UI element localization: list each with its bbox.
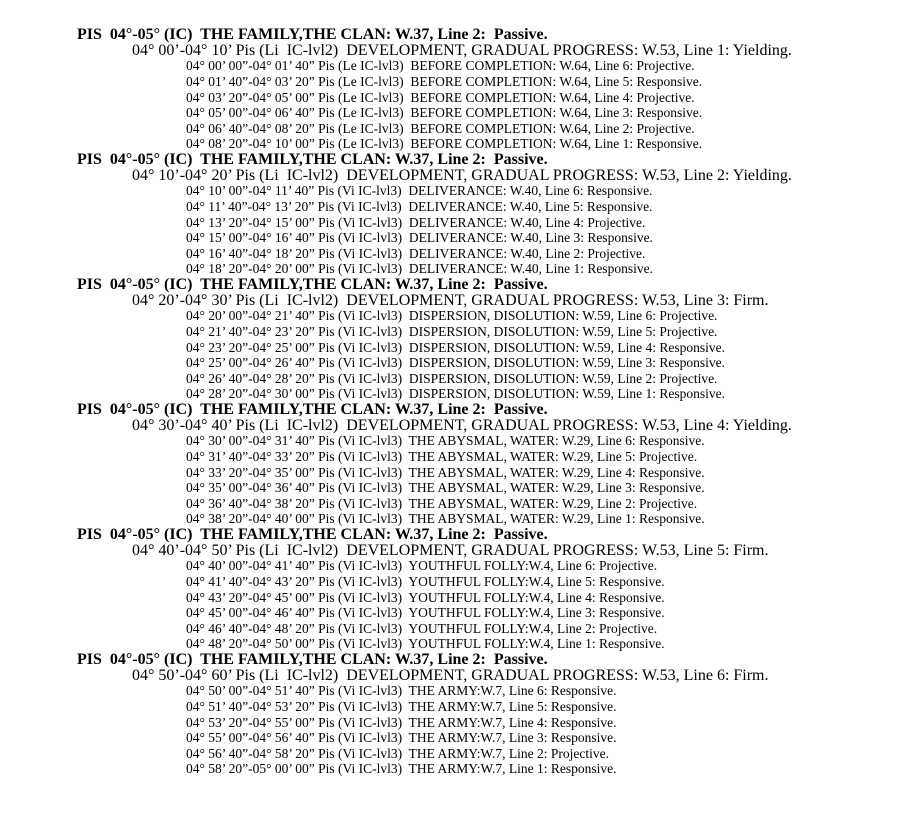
level3-line: 04° 11’ 40”-04° 13’ 20” Pis (Vi IC-lvl3) DELIVERANCE: W.40, Line 5: Responsive. [186, 198, 653, 214]
level3-line: 04° 46’ 40”-04° 48’ 20” Pis (Vi IC-lvl3) YOUTHFUL FOLLY:W.4, Line 2: Projective. [186, 620, 658, 636]
degree-block [0, 277, 900, 402]
degree-block [0, 527, 900, 652]
level3-line: 04° 41’ 40”-04° 43’ 20” Pis (Vi IC-lvl3) YOUTHFUL FOLLY:W.4, Line 5: Responsive. [186, 573, 665, 589]
document-page [0, 27, 900, 777]
level3-line: 04° 35’ 00”-04° 36’ 40” Pis (Vi IC-lvl3) THE ABYSMAL, WATER: W.29, Line 3: Responsive. [186, 480, 705, 496]
level2-line: 04° 40’-04° 50’ Pis (Li IC-lvl2) DEVELOPMENT, GRADUAL PROGRESS: W.53, Line 5: Firm. [132, 541, 769, 559]
level3-line: 04° 53’ 20”-04° 55’ 00” Pis (Vi IC-lvl3) THE ARMY:W.7, Line 4: Responsive. [186, 714, 617, 730]
level3-line: 04° 26’ 40”-04° 28’ 20” Pis (Vi IC-lvl3) DISPERSION, DISOLUTION: W.59, Line 2: Projective. [186, 370, 718, 386]
block-header: PIS 04°-05° (IC) THE FAMILY,THE CLAN: W.37, Line 2: Passive. [77, 526, 548, 543]
level3-line: 04° 18’ 20”-04° 20’ 00” Pis (Vi IC-lvl3) DELIVERANCE: W.40, Line 1: Responsive. [186, 261, 653, 277]
level3-line: 04° 21’ 40”-04° 23’ 20” Pis (Vi IC-lvl3) DISPERSION, DISOLUTION: W.59, Line 5: Projective. [186, 323, 718, 339]
level3-line: 04° 15’ 00”-04° 16’ 40” Pis (Vi IC-lvl3) DELIVERANCE: W.40, Line 3: Responsive. [186, 230, 653, 246]
level3-line: 04° 30’ 00”-04° 31’ 40” Pis (Vi IC-lvl3) THE ABYSMAL, WATER: W.29, Line 6: Responsive. [186, 433, 705, 449]
level3-line: 04° 20’ 00”-04° 21’ 40” Pis (Vi IC-lvl3) DISPERSION, DISOLUTION: W.59, Line 6: Projective. [186, 308, 718, 324]
degree-block [0, 27, 900, 152]
level3-line: 04° 40’ 00”-04° 41’ 40” Pis (Vi IC-lvl3) YOUTHFUL FOLLY:W.4, Line 6: Projective. [186, 558, 658, 574]
level3-line: 04° 43’ 20”-04° 45’ 00” Pis (Vi IC-lvl3) YOUTHFUL FOLLY:W.4, Line 4: Responsive. [186, 589, 665, 605]
degree-block [0, 152, 900, 277]
level3-line: 04° 28’ 20”-04° 30’ 00” Pis (Vi IC-lvl3) DISPERSION, DISOLUTION: W.59, Line 1: Responsive. [186, 386, 725, 402]
level3-line: 04° 00’ 00”-04° 01’ 40” Pis (Le IC-lvl3) BEFORE COMPLETION: W.64, Line 6: Projective. [186, 58, 695, 74]
level3-line: 04° 50’ 00”-04° 51’ 40” Pis (Vi IC-lvl3) THE ARMY:W.7, Line 6: Responsive. [186, 683, 617, 699]
level3-line: 04° 01’ 40”-04° 03’ 20” Pis (Le IC-lvl3) BEFORE COMPLETION: W.64, Line 5: Responsive. [186, 73, 703, 89]
level2-line: 04° 50’-04° 60’ Pis (Li IC-lvl2) DEVELOPMENT, GRADUAL PROGRESS: W.53, Line 6: Firm. [132, 666, 769, 684]
block-header: PIS 04°-05° (IC) THE FAMILY,THE CLAN: W.37, Line 2: Passive. [77, 401, 548, 418]
level3-line: 04° 58’ 20”-05° 00’ 00” Pis (Vi IC-lvl3) THE ARMY:W.7, Line 1: Responsive. [186, 761, 617, 777]
degree-block [0, 402, 900, 527]
level3-line: 04° 03’ 20”-04° 05’ 00” Pis (Le IC-lvl3) BEFORE COMPLETION: W.64, Line 4: Projective. [186, 89, 695, 105]
degree-block [0, 652, 900, 777]
level3-line: 04° 08’ 20”-04° 10’ 00” Pis (Le IC-lvl3) BEFORE COMPLETION: W.64, Line 1: Responsive. [186, 136, 703, 152]
level3-line: 04° 23’ 20”-04° 25’ 00” Pis (Vi IC-lvl3) DISPERSION, DISOLUTION: W.59, Line 4: Responsive. [186, 339, 725, 355]
level3-line: 04° 36’ 40”-04° 38’ 20” Pis (Vi IC-lvl3) THE ABYSMAL, WATER: W.29, Line 2: Projective. [186, 495, 698, 511]
block-header: PIS 04°-05° (IC) THE FAMILY,THE CLAN: W.37, Line 2: Passive. [77, 151, 548, 168]
level3-line: 04° 31’ 40”-04° 33’ 20” Pis (Vi IC-lvl3) THE ABYSMAL, WATER: W.29, Line 5: Projective. [186, 448, 698, 464]
level3-line: 04° 16’ 40”-04° 18’ 20” Pis (Vi IC-lvl3) DELIVERANCE: W.40, Line 2: Projective. [186, 245, 646, 261]
level3-line: 04° 38’ 20”-04° 40’ 00” Pis (Vi IC-lvl3) THE ABYSMAL, WATER: W.29, Line 1: Responsive. [186, 511, 705, 527]
level3-line: 04° 56’ 40”-04° 58’ 20” Pis (Vi IC-lvl3) THE ARMY:W.7, Line 2: Projective. [186, 745, 609, 761]
block-header: PIS 04°-05° (IC) THE FAMILY,THE CLAN: W.37, Line 2: Passive. [77, 276, 548, 293]
level3-line: 04° 45’ 00”-04° 46’ 40” Pis (Vi IC-lvl3) YOUTHFUL FOLLY:W.4, Line 3: Responsive. [186, 605, 665, 621]
level2-line: 04° 10’-04° 20’ Pis (Li IC-lvl2) DEVELOPMENT, GRADUAL PROGRESS: W.53, Line 2: Yielding. [132, 166, 792, 184]
block-header: PIS 04°-05° (IC) THE FAMILY,THE CLAN: W.37, Line 2: Passive. [77, 26, 548, 43]
level3-line: 04° 48’ 20”-04° 50’ 00” Pis (Vi IC-lvl3) YOUTHFUL FOLLY:W.4, Line 1: Responsive. [186, 636, 665, 652]
level2-line: 04° 00’-04° 10’ Pis (Li IC-lvl2) DEVELOPMENT, GRADUAL PROGRESS: W.53, Line 1: Yielding. [132, 41, 792, 59]
level3-line: 04° 51’ 40”-04° 53’ 20” Pis (Vi IC-lvl3) THE ARMY:W.7, Line 5: Responsive. [186, 698, 617, 714]
level3-line: 04° 33’ 20”-04° 35’ 00” Pis (Vi IC-lvl3) THE ABYSMAL, WATER: W.29, Line 4: Responsive. [186, 464, 705, 480]
level3-line: 04° 13’ 20”-04° 15’ 00” Pis (Vi IC-lvl3) DELIVERANCE: W.40, Line 4: Projective. [186, 214, 646, 230]
level2-line: 04° 30’-04° 40’ Pis (Li IC-lvl2) DEVELOPMENT, GRADUAL PROGRESS: W.53, Line 4: Yielding. [132, 416, 792, 434]
level3-line: 04° 55’ 00”-04° 56’ 40” Pis (Vi IC-lvl3) THE ARMY:W.7, Line 3: Responsive. [186, 730, 617, 746]
level3-line: 04° 25’ 00”-04° 26’ 40” Pis (Vi IC-lvl3) DISPERSION, DISOLUTION: W.59, Line 3: Responsive. [186, 355, 725, 371]
block-header: PIS 04°-05° (IC) THE FAMILY,THE CLAN: W.37, Line 2: Passive. [77, 651, 548, 668]
level3-line: 04° 10’ 00”-04° 11’ 40” Pis (Vi IC-lvl3) DELIVERANCE: W.40, Line 6: Responsive. [186, 183, 653, 199]
level2-line: 04° 20’-04° 30’ Pis (Li IC-lvl2) DEVELOPMENT, GRADUAL PROGRESS: W.53, Line 3: Firm. [132, 291, 769, 309]
level3-line: 04° 06’ 40”-04° 08’ 20” Pis (Le IC-lvl3) BEFORE COMPLETION: W.64, Line 2: Projective. [186, 120, 695, 136]
level3-line: 04° 05’ 00”-04° 06’ 40” Pis (Le IC-lvl3) BEFORE COMPLETION: W.64, Line 3: Responsive. [186, 105, 703, 121]
